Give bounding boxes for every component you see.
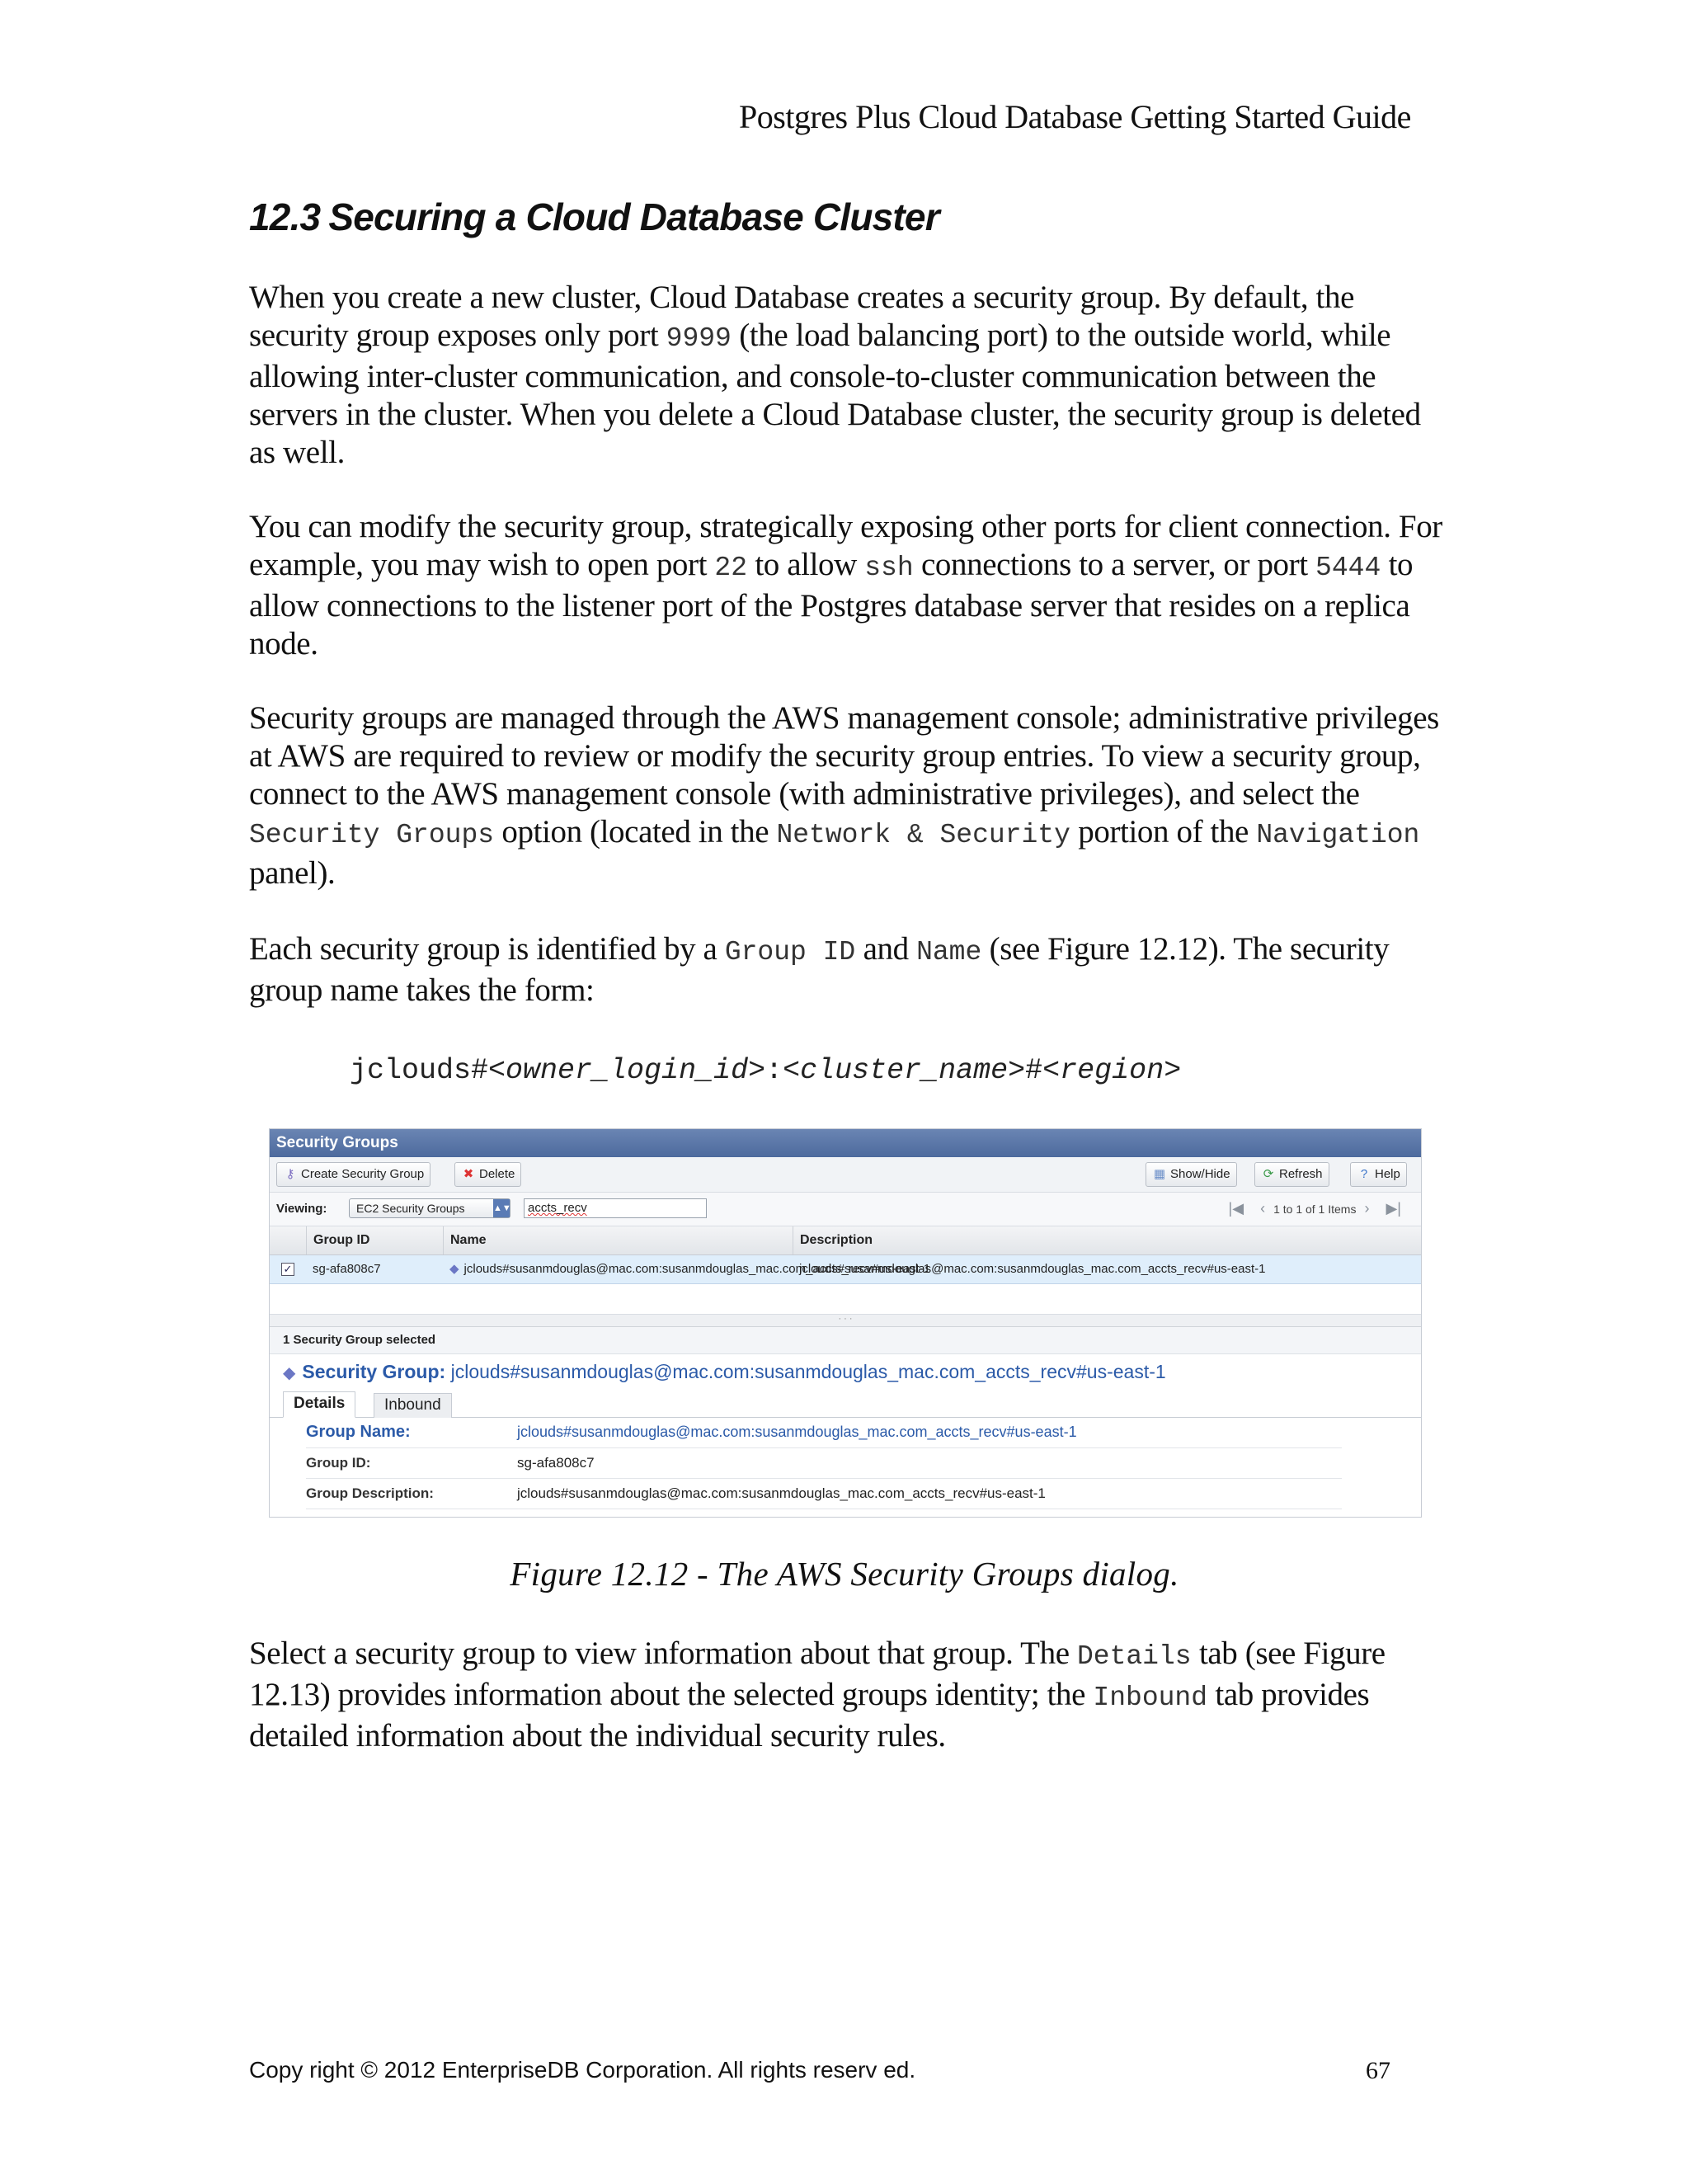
port-5444: 5444 bbox=[1315, 553, 1381, 583]
paragraph-intro: When you create a new cluster, Cloud Database creates a security group. By default, the security group exposes only port 9999 (the load balancing port) to the outside world, while allowing inter-cluster communication, and console-to-cluster communication between the servers in the cluster. When you delete a Cloud Database cluster, the security group is deleted as well. bbox=[249, 280, 1421, 470]
details-code: Details bbox=[1076, 1641, 1192, 1672]
next-page-icon[interactable]: › bbox=[1364, 1200, 1370, 1217]
group-id-code: Group ID bbox=[724, 937, 856, 967]
ssh-code: ssh bbox=[864, 553, 914, 583]
security-group-heading: ◆ Security Group: jclouds#susanmdouglas@mac.com:susanmdouglas_mac.com_accts_recv#us-east-1 bbox=[283, 1361, 1166, 1382]
viewing-label: Viewing: bbox=[276, 1202, 327, 1216]
column-description[interactable]: Description bbox=[793, 1226, 1421, 1254]
delete-button[interactable]: ✖ Delete bbox=[454, 1162, 521, 1187]
columns-icon: ▦ bbox=[1153, 1167, 1166, 1181]
detail-group-id: Group ID: sg-afa808c7 bbox=[306, 1448, 1342, 1479]
grid-empty-area bbox=[270, 1284, 1421, 1315]
row-description: jclouds#susanmdouglas@mac.com:susanmdouglas_mac.com_accts_recv#us-east-1 bbox=[799, 1262, 1266, 1276]
pager-text: 1 to 1 of 1 Items bbox=[1273, 1203, 1357, 1216]
footer-copyright: Copy right © 2012 EnterpriseDB Corporation. All rights reserv ed. bbox=[249, 2057, 916, 2083]
toolbar bbox=[270, 1157, 1421, 1193]
port-9999: 9999 bbox=[666, 323, 732, 354]
table-row[interactable] bbox=[270, 1255, 1421, 1284]
section-heading bbox=[249, 195, 939, 239]
delete-x-icon: ✖ bbox=[463, 1167, 474, 1181]
name-code: Name bbox=[916, 937, 982, 967]
tab-inbound[interactable]: Inbound bbox=[374, 1393, 452, 1418]
show-hide-button[interactable]: ▦ Show/Hide bbox=[1146, 1162, 1237, 1187]
paragraph-select: Select a security group to view information about that group. The Details tab (see Figure 12.13) provides information about the selected groups identity; the Inbound tab provides detailed information about the individual security rules. bbox=[249, 1636, 1386, 1753]
security-group-icon: ◆ bbox=[449, 1262, 459, 1276]
detail-group-name: Group Name: jclouds#susanmdouglas@mac.com:susanmdouglas_mac.com_accts_recv#us-east-1 bbox=[306, 1418, 1342, 1448]
aws-security-groups-dialog bbox=[269, 1128, 1422, 1518]
first-page-icon[interactable]: |◀ bbox=[1228, 1200, 1244, 1217]
security-groups-option: Security Groups bbox=[249, 820, 495, 850]
paragraph-modify: You can modify the security group, strategically exposing other ports for client connection. For example, you may wish to open port 22 to allow ssh connections to a server, or port 5444 to allow connections to the listener port of the Postgres database server that resides on a replica node. bbox=[249, 509, 1442, 661]
section-number: 12.3 bbox=[249, 195, 321, 238]
column-name[interactable]: Name bbox=[443, 1226, 793, 1254]
page-number: 67 bbox=[1366, 2057, 1390, 2084]
column-group-id[interactable]: Group ID bbox=[306, 1226, 443, 1254]
detail-group-description: Group Description: jclouds#susanmdouglas@mac.com:susanmdouglas_mac.com_accts_recv#us-east-1 bbox=[306, 1479, 1342, 1509]
help-icon: ? bbox=[1360, 1167, 1368, 1181]
paragraph-aws-console: Security groups are managed through the AWS management console; administrative privileges at AWS are required to review or modify the security group entries. To view a security group, connect to the AWS management console (with administrative privileges), and select the Security Groups option (located in the Network & Security portion of the Navigation panel). bbox=[249, 700, 1439, 891]
dialog-title: Security Groups bbox=[270, 1129, 1421, 1157]
row-checkbox[interactable] bbox=[270, 1255, 306, 1283]
row-group-id: sg-afa808c7 bbox=[313, 1262, 381, 1276]
running-header: Postgres Plus Cloud Database Getting Started Guide bbox=[739, 98, 1411, 135]
grid-header bbox=[270, 1226, 1421, 1255]
create-security-group-button[interactable]: ⚷ Create Security Group bbox=[276, 1162, 430, 1187]
detail-tabs bbox=[270, 1389, 1421, 1418]
pagination bbox=[1221, 1200, 1409, 1217]
search-input[interactable]: accts_recv bbox=[524, 1198, 707, 1218]
network-security-code: Network & Security bbox=[776, 820, 1070, 850]
refresh-icon: ⟳ bbox=[1263, 1167, 1274, 1181]
name-format-code: jclouds#<owner_login_id>:<cluster_name>#<region> bbox=[350, 1054, 1182, 1087]
figure-caption: Figure 12.12 - The AWS Security Groups dialog. bbox=[510, 1555, 1179, 1593]
section-title: Securing a Cloud Database Cluster bbox=[328, 195, 939, 238]
navigation-code: Navigation bbox=[1256, 820, 1420, 850]
help-button[interactable]: ? Help bbox=[1350, 1162, 1407, 1187]
checkbox-checked-icon: ✓ bbox=[281, 1263, 294, 1276]
filter-bar bbox=[270, 1193, 1421, 1226]
inbound-code: Inbound bbox=[1093, 1683, 1208, 1713]
last-page-icon[interactable]: ▶| bbox=[1386, 1200, 1401, 1217]
key-icon: ⚷ bbox=[285, 1167, 295, 1181]
refresh-button[interactable]: ⟳ Refresh bbox=[1254, 1162, 1329, 1187]
header-checkbox-col bbox=[270, 1226, 306, 1254]
selection-status: 1 Security Group selected bbox=[270, 1327, 1421, 1354]
port-22: 22 bbox=[714, 553, 748, 583]
security-group-icon: ◆ bbox=[283, 1364, 296, 1382]
select-arrow-icon: ▲▼ bbox=[493, 1199, 510, 1217]
prev-page-icon[interactable]: ‹ bbox=[1260, 1200, 1266, 1217]
viewing-select[interactable]: EC2 Security Groups ▲▼ bbox=[349, 1198, 510, 1218]
pane-splitter[interactable]: · · · bbox=[270, 1315, 1421, 1327]
paragraph-identify: Each security group is identified by a Group ID and Name (see Figure 12.12). The security group name takes the form: bbox=[249, 931, 1390, 1008]
row-name: ◆ jclouds#susanmdouglas@mac.com:susanmdouglas_mac.com_accts_recv#us-east-1 bbox=[449, 1262, 931, 1276]
tab-details[interactable]: Details bbox=[283, 1391, 355, 1418]
